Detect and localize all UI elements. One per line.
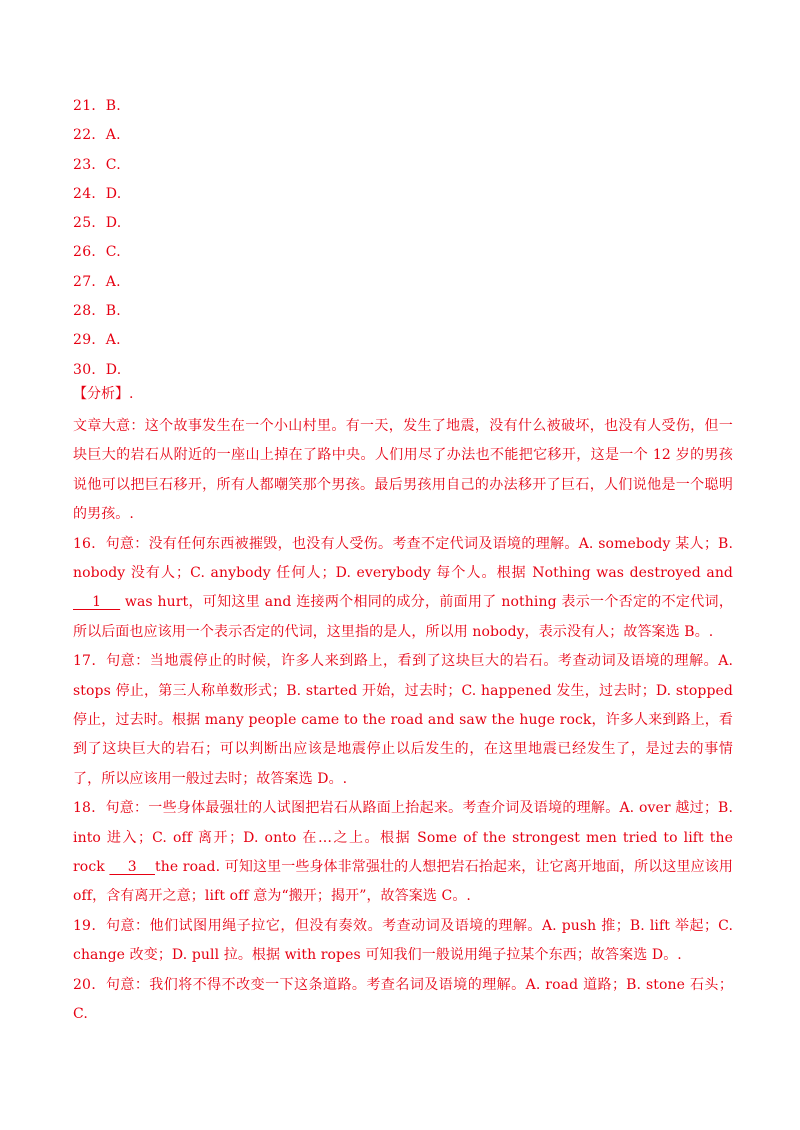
answer-21: 21．B.	[73, 98, 122, 114]
answer-page	[73, 92, 733, 1030]
explanation-19: 19．句意：他们试图用绳子拉它，但没有奏效。考查动词及语境的理解。A. push 推；B. lift 举起；C. change 改变；D. pull 拉。根据 with ropes 可知我们一般说用绳子拉某个东西；故答案选 D。.	[73, 917, 733, 964]
explanation-18-after: the road. 可知这里一些身体非常强壮的人想把岩石抬起来，让它离开地面，所以这里应该用 off，含有离开之意；lift off 意为“搬开；揭开”，故答案选 C。.	[73, 859, 733, 905]
answer-26: 26．C.	[73, 244, 121, 261]
explanation-18	[73, 794, 733, 912]
blank-3: 3	[109, 859, 155, 876]
explanation-16-after: was hurt，可知这里 and 连接两个相同的成分，前面用了 nothing 表示一个否定的不定代词，所以后面也应该用一个表示否定的代词，这里指的是人，所以用 nobody，表示没有人；故答案选 B。.	[73, 594, 733, 640]
answer-27: 27．A.	[73, 273, 121, 290]
answer-29: 29．A.	[73, 332, 121, 349]
answer-30: 30．D.	[73, 361, 122, 378]
passage-summary: 文章大意：这个故事发生在一个小山村里。有一天，发生了地震，没有什么被破坏，也没有人受伤，但一块巨大的岩石从附近的一座山上掉在了路中央。人们用尽了办法也不能把它移开，这是一个 12 岁的男孩说他可以把巨石移开，所有人都嘲笑那个男孩。最后男孩用自己的办法移开了巨石，人们说他是一个聪明的男孩。.	[73, 417, 733, 523]
explanation-18-before: 18．句意：一些身体最强壮的人试图把岩石从路面上抬起来。考查介词及语境的理解。A. over 越过；B. into 进入；C. off 离开；D. onto 在…之上。根据 Some of the strongest men tried to lift the rock	[73, 800, 733, 876]
answer-28: 28．B.	[73, 303, 122, 320]
explanation-16-before: 16．句意：没有任何东西被摧毁，也没有人受伤。考查不定代词及语境的理解。A. somebody 某人；B. nobody 没有人；C. anybody 任何人；D. everybody 每个人。根据 Nothing was destroyed and	[73, 535, 733, 581]
explanation-20: 20．句意：我们将不得不改变一下这条道路。考查名词及语境的理解。A. road 道路；B. stone 石头；C.	[73, 976, 733, 1023]
blank-1: 1	[73, 594, 121, 611]
answer-22: 22．A.	[73, 127, 121, 144]
analysis-heading: 【分析】.	[73, 385, 134, 402]
answer-23: 23．C.	[73, 156, 121, 173]
explanation-16	[73, 530, 733, 648]
explanation-17: 17．句意：当地震停止的时候，许多人来到路上，看到了这块巨大的岩石。考查动词及语境的理解。A. stops 停止，第三人称单数形式；B. started 开始，过去时；C. happened 发生，过去时；D. stopped 停止，过去时。根据 many people came to the road and saw the huge rock，许多人来到路上，看到了这块巨大的岩石；可以判断出应该是地震停止以后发生的，在这里地震已经发生了，是过去的事情了，所以应该用一般过去时；故答案选 D。.	[73, 653, 733, 787]
answer-24: 24．D.	[73, 185, 122, 202]
answer-25: 25．D.	[73, 215, 122, 232]
